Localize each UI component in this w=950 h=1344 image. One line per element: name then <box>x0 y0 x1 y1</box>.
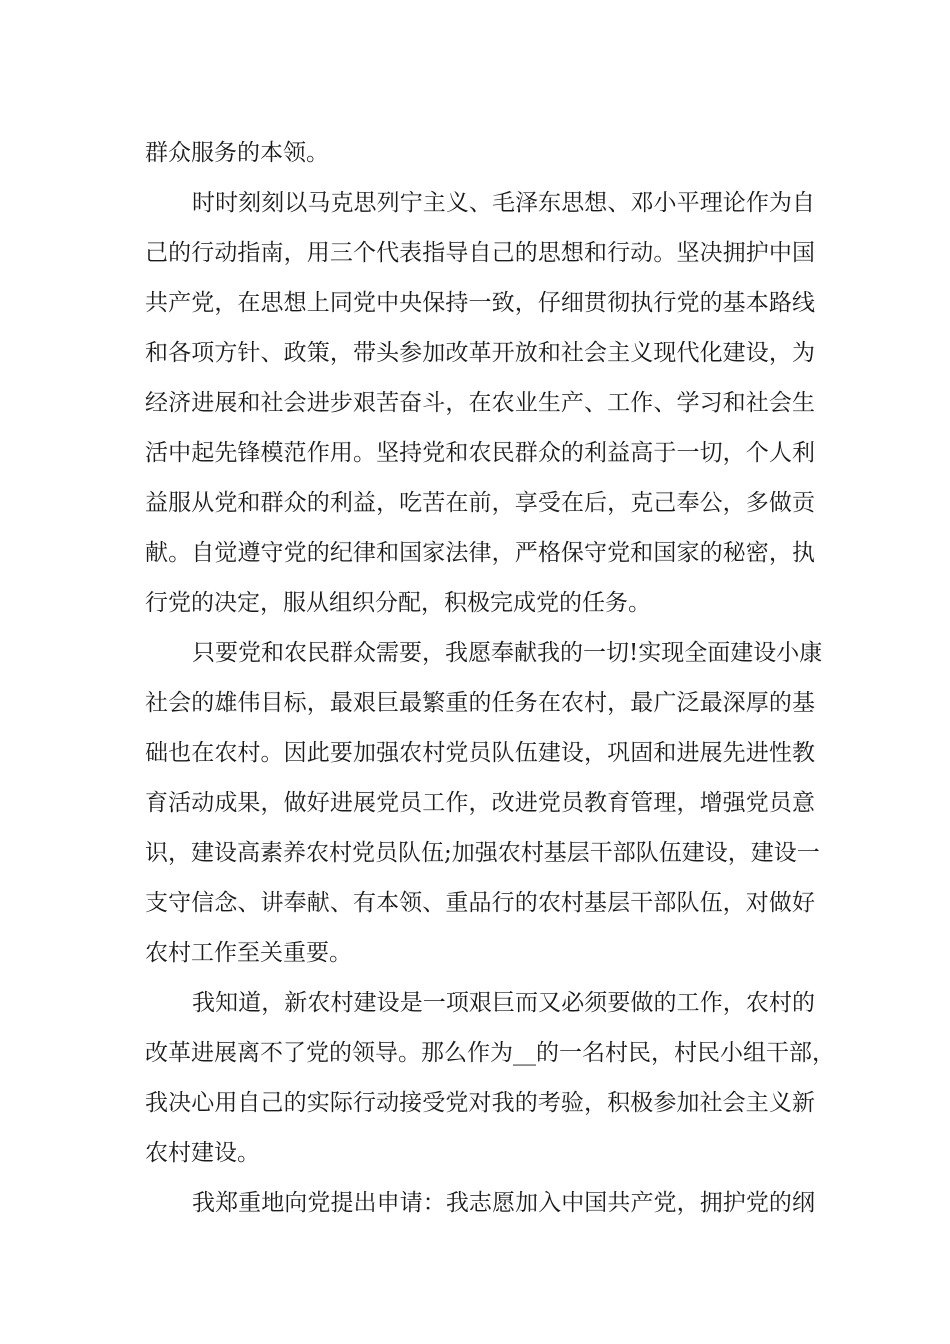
text-line: 己的行动指南，用三个代表指导自己的思想和行动。坚决拥护中国 <box>145 240 815 266</box>
text-line: 共产党，在思想上同党中央保持一致，仔细贯彻执行党的基本路线 <box>145 290 815 316</box>
text-line: 改革进展离不了党的领导。那么作为__的一名村民，村民小组干部， <box>145 1040 835 1066</box>
text-line: 社会的雄伟目标，最艰巨最繁重的任务在农村，最广泛最深厚的基 <box>145 690 815 716</box>
text-line: 时时刻刻以马克思列宁主义、毛泽东思想、邓小平理论作为自 <box>192 190 815 216</box>
text-line: 经济进展和社会进步艰苦奋斗，在农业生产、工作、学习和社会生 <box>145 390 815 416</box>
text-line: 群众服务的本领。 <box>145 140 329 166</box>
text-line: 识，建设高素养农村党员队伍;加强农村基层干部队伍建设，建设一 <box>145 840 820 866</box>
text-line: 农村工作至关重要。 <box>145 940 352 966</box>
text-line: 育活动成果，做好进展党员工作，改进党员教育管理，增强党员意 <box>145 790 815 816</box>
text-line: 我知道，新农村建设是一项艰巨而又必须要做的工作，农村的 <box>192 990 815 1016</box>
text-line: 益服从党和群众的利益，吃苦在前，享受在后，克己奉公，多做贡 <box>145 490 815 516</box>
text-line: 行党的决定，服从组织分配，积极完成党的任务。 <box>145 590 651 616</box>
text-line: 活中起先锋模范作用。坚持党和农民群众的利益高于一切，个人利 <box>145 440 815 466</box>
text-line: 和各项方针、政策，带头参加改革开放和社会主义现代化建设，为 <box>145 340 815 366</box>
text-line: 农村建设。 <box>145 1140 260 1166</box>
text-line: 我郑重地向党提出申请：我志愿加入中国共产党，拥护党的纲 <box>192 1190 815 1216</box>
text-line: 献。自觉遵守党的纪律和国家法律，严格保守党和国家的秘密，执 <box>145 540 815 566</box>
text-line: 只要党和农民群众需要，我愿奉献我的一切!实现全面建设小康 <box>192 640 823 666</box>
text-line: 我决心用自己的实际行动接受党对我的考验，积极参加社会主义新 <box>145 1090 815 1116</box>
text-line: 支守信念、讲奉献、有本领、重品行的农村基层干部队伍，对做好 <box>145 890 815 916</box>
text-line: 础也在农村。因此要加强农村党员队伍建设，巩固和进展先进性教 <box>145 740 815 766</box>
